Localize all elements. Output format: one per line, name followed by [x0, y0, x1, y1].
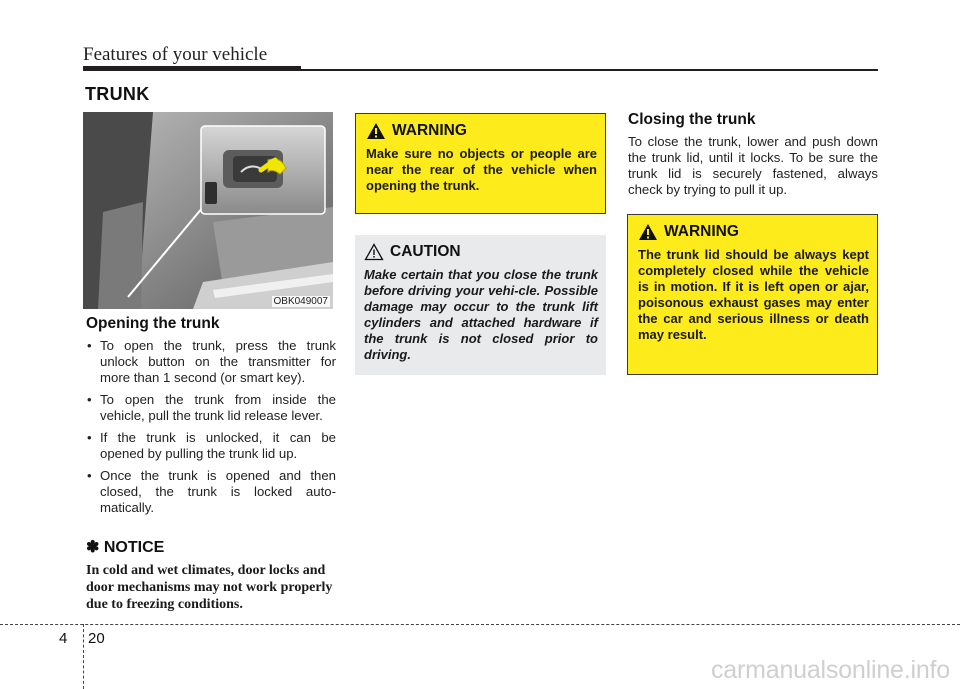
section-title: TRUNK: [85, 84, 150, 104]
warning-text: Make sure no objects or people are near the rear of the vehicle when opening the trunk.: [366, 146, 597, 193]
list-item: • Once the trunk is opened and then closed, the trunk is locked auto-matically.: [87, 468, 336, 515]
watermark-text: carmanualsonline.info: [710, 656, 950, 684]
closing-trunk-heading: Closing the trunk: [628, 111, 756, 128]
page-number: 20: [88, 630, 105, 647]
warning-triangle-icon: [638, 223, 658, 241]
caution-box: [355, 235, 606, 375]
photo-caption: OBK049007: [273, 296, 328, 307]
warning-header: WARNING: [366, 122, 597, 140]
list-item: • To open the trunk, press the trunk unlock button on the transmitter for more than 1 second (or smart key).: [87, 338, 336, 385]
header-rule-thick: [83, 66, 301, 71]
opening-trunk-heading: Opening the trunk: [86, 315, 220, 332]
footer-vertical-divider: [83, 624, 84, 689]
warning-box-opening: [355, 113, 606, 214]
warning-text: The trunk lid should be always kept completely closed while the vehicle is in motion. If it is left open or ajar, poisonous exhaust gases may enter the car and serious illness or death may result.: [638, 247, 869, 342]
trunk-release-button-photo: [83, 112, 333, 309]
list-item: • To open the trunk from inside the vehicle, pull the trunk lid release lever.: [87, 392, 336, 423]
closing-trunk-text: To close the trunk, lower and push down the trunk lid, until it locks. To be sure the trunk lid is securely fastened, always check by trying to pull it up.: [628, 134, 878, 197]
footer-divider: [0, 624, 960, 625]
opening-trunk-list: [86, 338, 336, 522]
page-header-title: Features of your vehicle: [83, 44, 268, 65]
notice-heading: ✽ NOTICE: [86, 539, 165, 556]
warning-box-closing: [627, 214, 878, 375]
header-rule-thin: [301, 69, 878, 71]
caution-triangle-icon: [364, 243, 384, 261]
notice-icon: ✽: [86, 539, 100, 556]
notice-text: In cold and wet climates, door locks and door mechanisms may not work properly due to freezing conditions.: [86, 563, 333, 612]
caution-text: Make certain that you close the trunk before driving your vehi-cle. Possible damage may occur to the trunk lift cylinders and attached hardware if the trunk is not closed prior to driving.: [364, 267, 598, 362]
list-item: • If the trunk is unlocked, it can be opened by pulling the trunk lid up.: [87, 430, 336, 461]
warning-triangle-icon: [366, 122, 386, 140]
caution-header: CAUTION: [364, 243, 598, 261]
door-interior-illustration: [83, 112, 333, 309]
warning-header: WARNING: [638, 223, 869, 241]
chapter-number: 4: [59, 630, 68, 647]
